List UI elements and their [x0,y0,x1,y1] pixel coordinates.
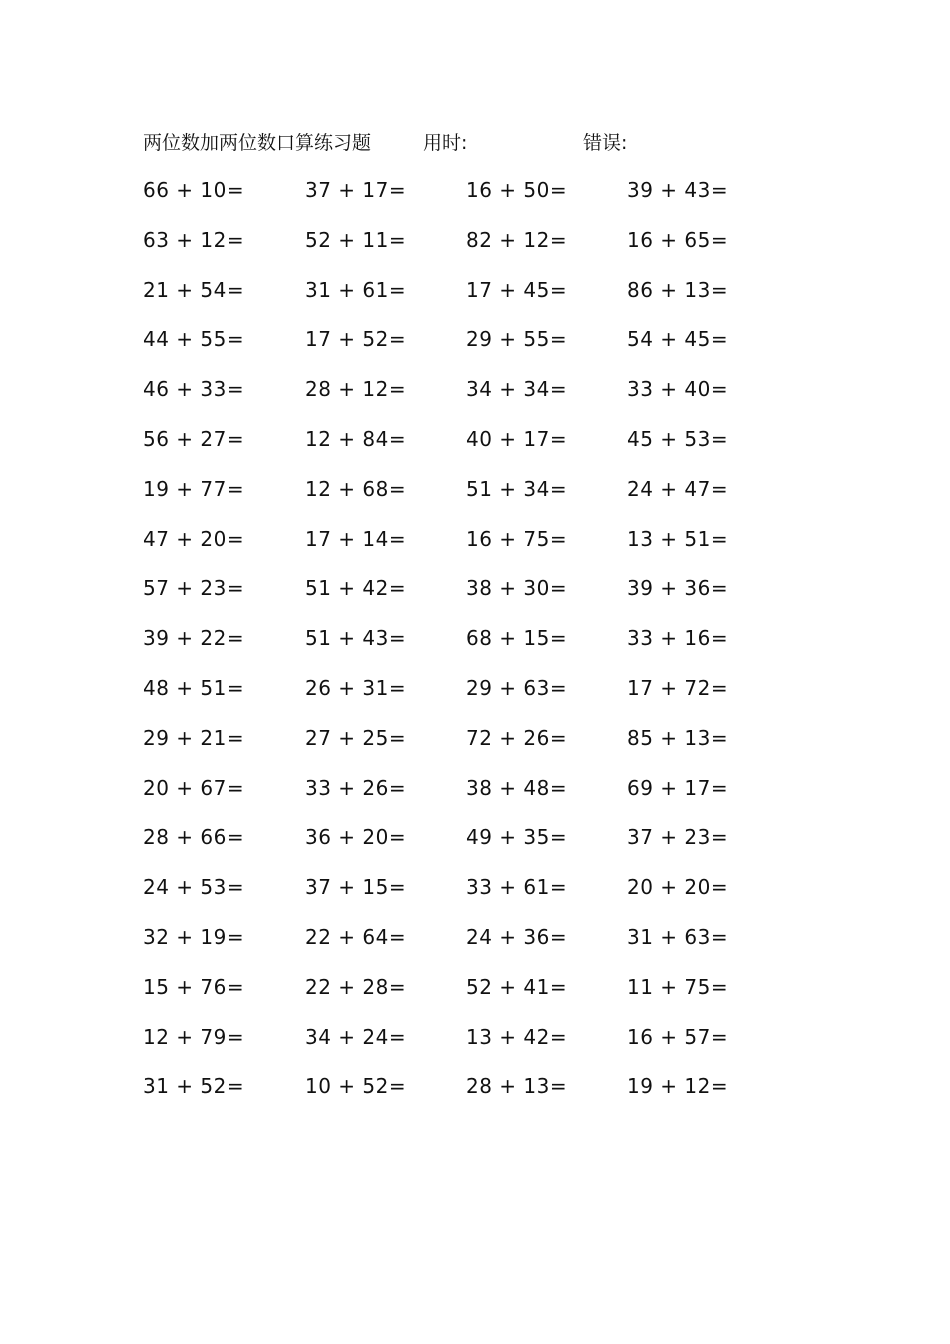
problem-row [143,872,843,922]
problem-item: 17 + 45= [466,277,568,302]
problem-item: 37 + 23= [627,825,729,850]
problem-item: 68 + 15= [466,626,568,651]
problem-item: 31 + 61= [305,277,407,302]
problem-row [143,773,843,823]
problem-item: 12 + 68= [305,476,407,501]
problem-item: 86 + 13= [627,277,729,302]
problem-item: 51 + 43= [305,626,407,651]
problem-item: 33 + 16= [627,626,729,651]
worksheet-header [0,128,950,158]
problem-row [143,623,843,673]
problem-row [143,1022,843,1072]
problem-item: 34 + 24= [305,1024,407,1049]
problem-item: 29 + 21= [143,725,245,750]
problem-item: 19 + 12= [627,1074,729,1099]
problem-item: 51 + 42= [305,576,407,601]
problem-item: 51 + 34= [466,476,568,501]
problem-row [143,922,843,972]
problem-item: 24 + 47= [627,476,729,501]
problem-row [143,474,843,524]
problem-item: 17 + 52= [305,327,407,352]
problem-item: 48 + 51= [143,675,245,700]
problem-item: 32 + 19= [143,924,245,949]
problem-item: 28 + 12= [305,377,407,402]
problem-item: 33 + 61= [466,875,568,900]
problem-row [143,573,843,623]
problem-item: 57 + 23= [143,576,245,601]
problem-row [143,822,843,872]
problem-item: 36 + 20= [305,825,407,850]
problem-item: 52 + 11= [305,227,407,252]
problem-item: 26 + 31= [305,675,407,700]
problem-item: 15 + 76= [143,974,245,999]
problem-item: 17 + 72= [627,675,729,700]
problem-item: 38 + 48= [466,775,568,800]
problem-item: 12 + 84= [305,426,407,451]
problem-item: 31 + 52= [143,1074,245,1099]
problem-item: 47 + 20= [143,526,245,551]
problem-item: 28 + 66= [143,825,245,850]
problem-item: 49 + 35= [466,825,568,850]
problem-row [143,374,843,424]
problem-item: 13 + 51= [627,526,729,551]
problem-row [143,524,843,574]
problem-item: 82 + 12= [466,227,568,252]
problem-item: 22 + 28= [305,974,407,999]
problem-item: 34 + 34= [466,377,568,402]
problem-item: 85 + 13= [627,725,729,750]
problem-item: 39 + 43= [627,178,729,202]
problem-item: 24 + 53= [143,875,245,900]
problem-item: 29 + 63= [466,675,568,700]
problem-item: 33 + 26= [305,775,407,800]
problem-item: 16 + 65= [627,227,729,252]
problem-item: 37 + 17= [305,178,407,202]
problem-item: 52 + 41= [466,974,568,999]
problem-item: 39 + 36= [627,576,729,601]
problem-row [143,1071,843,1121]
worksheet-title: 两位数加两位数口算练习题 [143,132,372,154]
problem-item: 16 + 75= [466,526,568,551]
problem-item: 22 + 64= [305,924,407,949]
problem-item: 72 + 26= [466,725,568,750]
problem-item: 39 + 22= [143,626,245,651]
problem-row [143,175,843,225]
problem-row [143,723,843,773]
problem-item: 28 + 13= [466,1074,568,1099]
error-label: 错误: [583,132,628,154]
problem-item: 54 + 45= [627,327,729,352]
problem-item: 20 + 67= [143,775,245,800]
problem-item: 69 + 17= [627,775,729,800]
problem-item: 38 + 30= [466,576,568,601]
problem-item: 27 + 25= [305,725,407,750]
problem-row [143,275,843,325]
problem-item: 16 + 50= [466,178,568,202]
problem-item: 33 + 40= [627,377,729,402]
problem-item: 24 + 36= [466,924,568,949]
problem-item: 12 + 79= [143,1024,245,1049]
problem-item: 16 + 57= [627,1024,729,1049]
problem-item: 45 + 53= [627,426,729,451]
problem-row [143,424,843,474]
problem-row [143,972,843,1022]
problem-item: 13 + 42= [466,1024,568,1049]
problem-item: 46 + 33= [143,377,245,402]
problem-row [143,324,843,374]
problem-item: 29 + 55= [466,327,568,352]
problem-row [143,673,843,723]
problem-item: 19 + 77= [143,476,245,501]
problem-item: 17 + 14= [305,526,407,551]
problem-item: 10 + 52= [305,1074,407,1099]
problem-item: 44 + 55= [143,327,245,352]
problem-item: 56 + 27= [143,426,245,451]
problem-item: 31 + 63= [627,924,729,949]
problem-item: 66 + 10= [143,178,245,202]
problem-grid [143,175,843,1121]
problem-item: 11 + 75= [627,974,729,999]
problem-item: 37 + 15= [305,875,407,900]
problem-row [143,225,843,275]
problem-item: 63 + 12= [143,227,245,252]
problem-item: 21 + 54= [143,277,245,302]
time-label: 用时: [423,132,468,154]
problem-item: 40 + 17= [466,426,568,451]
problem-item: 20 + 20= [627,875,729,900]
